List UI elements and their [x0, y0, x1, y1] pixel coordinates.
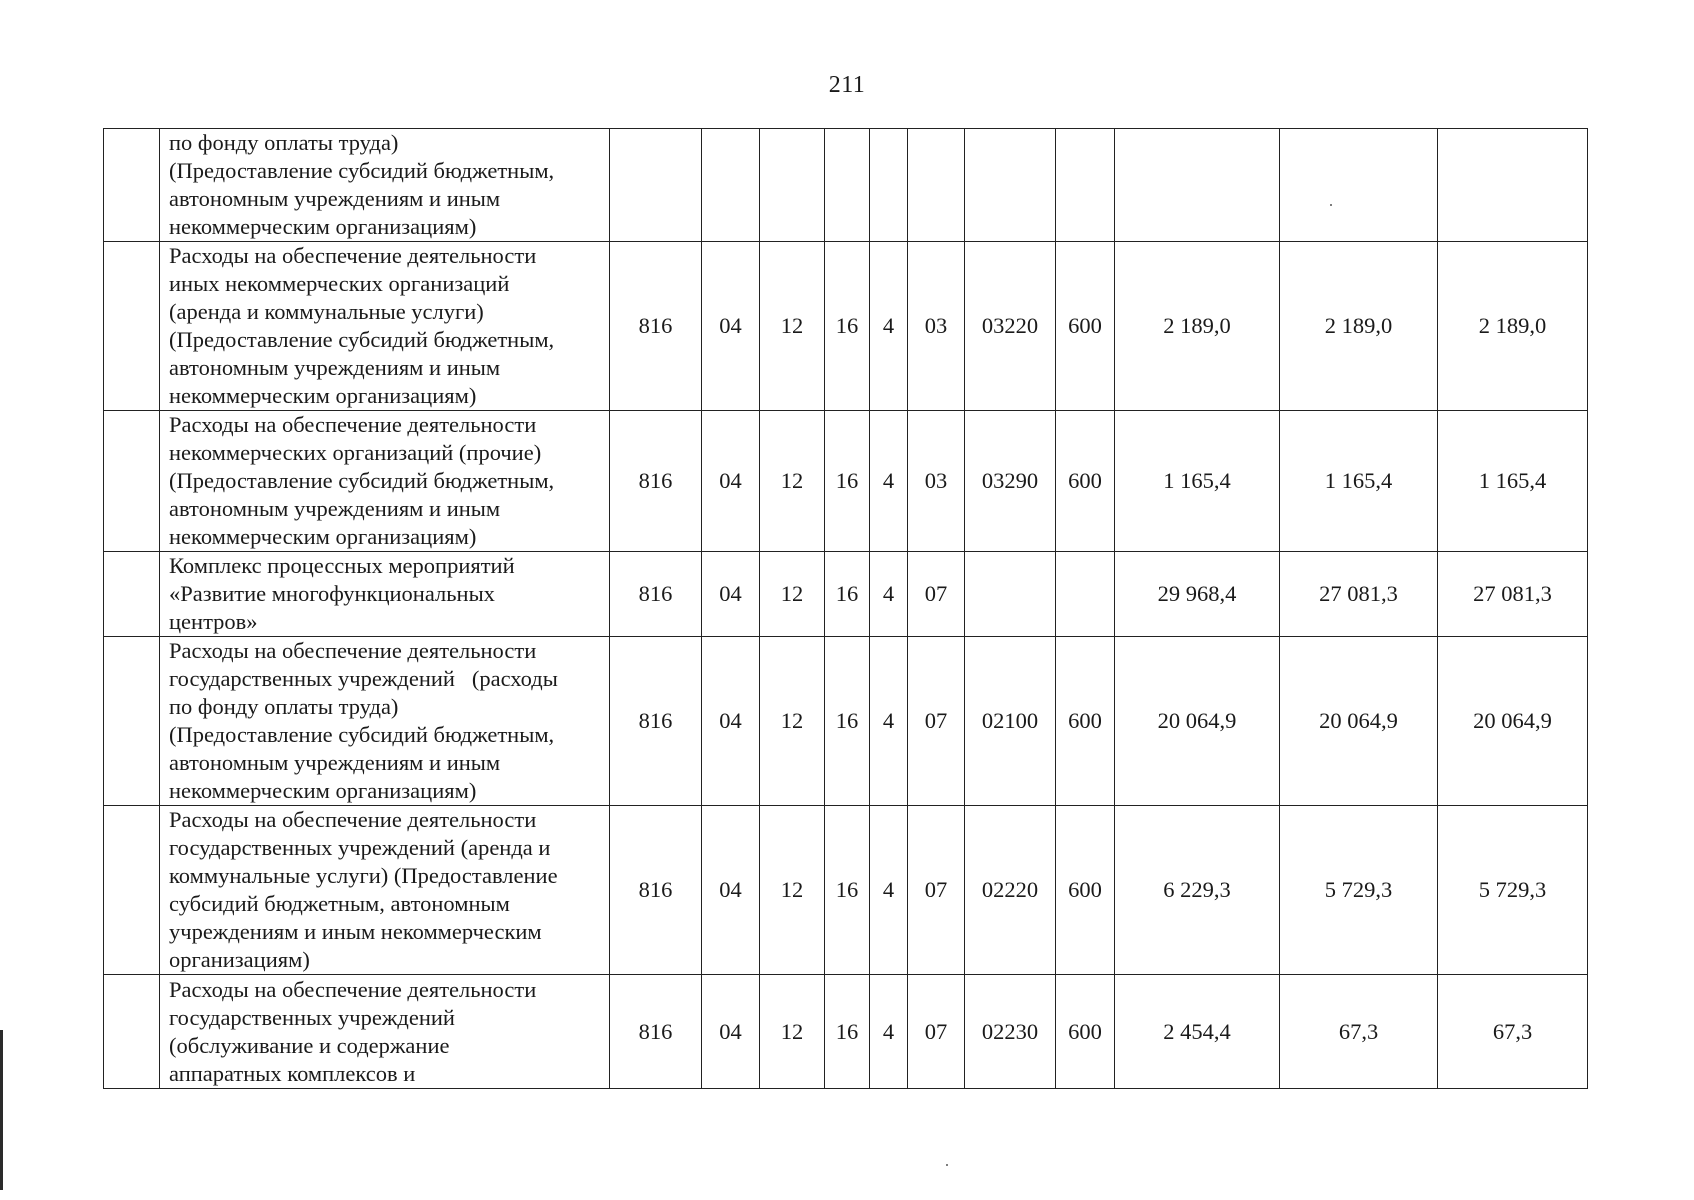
amount-cell: 1 165,4	[1438, 411, 1588, 552]
amount-cell	[1280, 129, 1438, 242]
section-code-cell: 04	[702, 242, 760, 411]
section-code-cell: 04	[702, 637, 760, 806]
number-cell	[104, 552, 160, 637]
expense-type-cell: 600	[1056, 637, 1115, 806]
expense-type-cell: 600	[1056, 975, 1115, 1089]
number-cell	[104, 411, 160, 552]
number-cell	[104, 975, 160, 1089]
measure-code-cell: 03	[908, 411, 965, 552]
subsection-code-cell: 12	[760, 552, 825, 637]
direction-code-cell: 02100	[965, 637, 1056, 806]
amount-cell: 5 729,3	[1280, 806, 1438, 975]
program-code-cell: 16	[825, 552, 870, 637]
amount-cell: 67,3	[1280, 975, 1438, 1089]
description-cell: Расходы на обеспечение деятельности государственных учреждений (аренда и коммунальные услуги) (Предоставление субсидий бюджетным, автономным учреждениям и иным некоммерческим организациям)	[160, 806, 610, 975]
amount-cell: 2 189,0	[1438, 242, 1588, 411]
amount-cell: 20 064,9	[1438, 637, 1588, 806]
amount-cell: 2 189,0	[1115, 242, 1280, 411]
amount-cell: 2 189,0	[1280, 242, 1438, 411]
program-code-cell: 16	[825, 975, 870, 1089]
table-row	[104, 637, 1588, 806]
table-row	[104, 242, 1588, 411]
type-code-cell: 4	[870, 637, 908, 806]
amount-cell	[1438, 129, 1588, 242]
table-row	[104, 129, 1588, 242]
type-code-cell: 4	[870, 242, 908, 411]
subsection-code-cell: 12	[760, 242, 825, 411]
subsection-code-cell: 12	[760, 637, 825, 806]
program-code-cell: 16	[825, 806, 870, 975]
ministry-code-cell: 816	[610, 411, 702, 552]
subsection-code-cell: 12	[760, 806, 825, 975]
scan-speck	[946, 1164, 948, 1166]
description-cell: Расходы на обеспечение деятельности государственных учреждений (обслуживание и содержание аппаратных комплексов и	[160, 975, 610, 1089]
ministry-code-cell: 816	[610, 552, 702, 637]
amount-cell: 27 081,3	[1438, 552, 1588, 637]
subsection-code-cell: 12	[760, 975, 825, 1089]
expense-type-cell	[1056, 129, 1115, 242]
page-number: 211	[828, 72, 866, 98]
expense-type-cell: 600	[1056, 411, 1115, 552]
measure-code-cell: 07	[908, 552, 965, 637]
amount-cell	[1115, 129, 1280, 242]
expense-type-cell	[1056, 552, 1115, 637]
amount-cell: 20 064,9	[1115, 637, 1280, 806]
description-cell: Расходы на обеспечение деятельности некоммерческих организаций (прочие) (Предоставление субсидий бюджетным, автономным учреждениям и иным некоммерческим организациям)	[160, 411, 610, 552]
subsection-code-cell: 12	[760, 411, 825, 552]
program-code-cell: 16	[825, 411, 870, 552]
section-code-cell: 04	[702, 552, 760, 637]
direction-code-cell: 03220	[965, 242, 1056, 411]
amount-cell: 27 081,3	[1280, 552, 1438, 637]
number-cell	[104, 806, 160, 975]
type-code-cell: 4	[870, 411, 908, 552]
table-row	[104, 806, 1588, 975]
direction-code-cell	[965, 552, 1056, 637]
program-code-cell: 16	[825, 637, 870, 806]
number-cell	[104, 129, 160, 242]
measure-code-cell: 07	[908, 806, 965, 975]
amount-cell: 1 165,4	[1280, 411, 1438, 552]
description-cell: Комплекс процессных мероприятий «Развитие многофункциональных центров»	[160, 552, 610, 637]
description-cell: по фонду оплаты труда) (Предоставление субсидий бюджетным, автономным учреждениям и иным некоммерческим организациям)	[160, 129, 610, 242]
amount-cell: 1 165,4	[1115, 411, 1280, 552]
measure-code-cell: 03	[908, 242, 965, 411]
section-code-cell: 04	[702, 806, 760, 975]
type-code-cell: 4	[870, 975, 908, 1089]
amount-cell: 5 729,3	[1438, 806, 1588, 975]
table-row	[104, 975, 1588, 1089]
description-cell: Расходы на обеспечение деятельности государственных учреждений (расходы по фонду оплаты труда) (Предоставление субсидий бюджетным, автономным учреждениям и иным некоммерческим организациям)	[160, 637, 610, 806]
subsection-code-cell	[760, 129, 825, 242]
section-code-cell: 04	[702, 411, 760, 552]
expense-type-cell: 600	[1056, 242, 1115, 411]
direction-code-cell: 02230	[965, 975, 1056, 1089]
ministry-code-cell: 816	[610, 637, 702, 806]
budget-table	[103, 128, 1588, 1089]
amount-cell: 2 454,4	[1115, 975, 1280, 1089]
ministry-code-cell: 816	[610, 975, 702, 1089]
measure-code-cell: 07	[908, 637, 965, 806]
ministry-code-cell	[610, 129, 702, 242]
amount-cell: 6 229,3	[1115, 806, 1280, 975]
type-code-cell	[870, 129, 908, 242]
type-code-cell: 4	[870, 806, 908, 975]
direction-code-cell: 02220	[965, 806, 1056, 975]
direction-code-cell	[965, 129, 1056, 242]
program-code-cell: 16	[825, 242, 870, 411]
number-cell	[104, 242, 160, 411]
description-cell: Расходы на обеспечение деятельности иных некоммерческих организаций (аренда и коммунальные услуги) (Предоставление субсидий бюджетным, автономным учреждениям и иным некоммерческим организациям)	[160, 242, 610, 411]
amount-cell: 29 968,4	[1115, 552, 1280, 637]
measure-code-cell: 07	[908, 975, 965, 1089]
expense-type-cell: 600	[1056, 806, 1115, 975]
measure-code-cell	[908, 129, 965, 242]
ministry-code-cell: 816	[610, 806, 702, 975]
section-code-cell: 04	[702, 975, 760, 1089]
amount-cell: 20 064,9	[1280, 637, 1438, 806]
ministry-code-cell: 816	[610, 242, 702, 411]
scan-speck	[1330, 204, 1332, 206]
number-cell	[104, 637, 160, 806]
type-code-cell: 4	[870, 552, 908, 637]
amount-cell: 67,3	[1438, 975, 1588, 1089]
program-code-cell	[825, 129, 870, 242]
table-row	[104, 411, 1588, 552]
table-row	[104, 552, 1588, 637]
scan-edge-mark	[0, 1030, 3, 1190]
section-code-cell	[702, 129, 760, 242]
direction-code-cell: 03290	[965, 411, 1056, 552]
